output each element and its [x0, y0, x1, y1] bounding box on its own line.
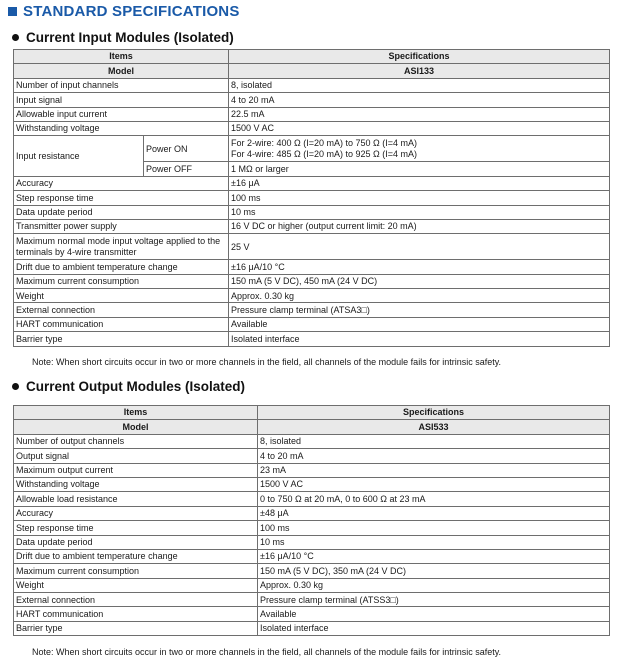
item-cell: Accuracy — [14, 176, 229, 190]
table-row — [14, 260, 610, 274]
value-cell: 4 to 20 mA — [229, 93, 610, 107]
table-row — [14, 621, 610, 635]
table-row — [14, 234, 610, 260]
value-cell: 100 ms — [258, 521, 610, 535]
item-cell: Drift due to ambient temperature change — [14, 260, 229, 274]
table-row — [14, 449, 610, 463]
item-cell: HART communication — [14, 607, 258, 621]
value-cell: Available — [229, 317, 610, 331]
value-cell: 150 mA (5 V DC), 450 mA (24 V DC) — [229, 274, 610, 288]
item-cell: Withstanding voltage — [14, 477, 258, 491]
bullet-icon — [12, 383, 19, 390]
value-cell: 23 mA — [258, 463, 610, 477]
value-cell: ±16 μA/10 °C — [258, 549, 610, 563]
input-spec-table — [13, 49, 610, 347]
value-cell: Isolated interface — [229, 332, 610, 346]
input-section-heading — [12, 28, 234, 46]
item-cell: Drift due to ambient temperature change — [14, 549, 258, 563]
table-header-row — [14, 406, 610, 420]
item-cell: Weight — [14, 289, 229, 303]
table-row — [14, 332, 610, 346]
item-cell: Allowable input current — [14, 107, 229, 121]
table-row — [14, 521, 610, 535]
item-cell: Data update period — [14, 205, 229, 219]
header-specifications: Specifications — [258, 406, 610, 420]
item-cell: Step response time — [14, 521, 258, 535]
table-row — [14, 607, 610, 621]
table-row — [14, 205, 610, 219]
value-line: For 2-wire: 400 Ω (I=20 mA) to 750 Ω (I=4 mA) — [231, 138, 418, 149]
value-cell: Approx. 0.30 kg — [229, 289, 610, 303]
table-row — [14, 93, 610, 107]
value-cell: 0 to 750 Ω at 20 mA, 0 to 600 Ω at 23 mA — [258, 492, 610, 506]
item-cell: Barrier type — [14, 332, 229, 346]
item-cell: Step response time — [14, 191, 229, 205]
value-line: For 4-wire: 485 Ω (I=20 mA) to 925 Ω (I=4 mA) — [231, 148, 418, 159]
model-row — [14, 420, 610, 434]
table-row — [14, 477, 610, 491]
page-title — [8, 2, 240, 20]
table-row — [14, 107, 610, 121]
value-cell: Available — [258, 607, 610, 621]
value-cell: 10 ms — [229, 205, 610, 219]
item-cell: Maximum normal mode input voltage applied to the terminals by 4-wire transmitter — [14, 234, 229, 260]
table-row — [14, 317, 610, 331]
value-cell: 100 ms — [229, 191, 610, 205]
table-row — [14, 578, 610, 592]
table-row — [14, 219, 610, 233]
model-label: Model — [14, 420, 258, 434]
item-cell: Number of output channels — [14, 434, 258, 448]
input-note: Note: When short circuits occur in two or more channels in the field, all channels of the module fails for intrinsic safety. — [32, 357, 502, 367]
value-cell: 10 ms — [258, 535, 610, 549]
table-header-row — [14, 50, 610, 64]
item-cell: Input resistance — [14, 136, 144, 176]
table-row — [14, 121, 610, 135]
model-label: Model — [14, 64, 229, 78]
sub-item-cell: Power ON — [144, 136, 229, 162]
bullet-icon — [12, 34, 19, 41]
output-spec-table — [13, 405, 610, 636]
sub-item-cell: Power OFF — [144, 162, 229, 176]
square-bullet-icon — [8, 7, 17, 16]
table-row — [14, 434, 610, 448]
table-row — [14, 176, 610, 190]
item-cell: Input signal — [14, 93, 229, 107]
table-row — [14, 535, 610, 549]
table-row — [14, 506, 610, 520]
item-cell: Number of input channels — [14, 78, 229, 92]
table-row — [14, 564, 610, 578]
value-cell: ±16 μA — [229, 176, 610, 190]
item-cell: Data update period — [14, 535, 258, 549]
item-cell: Maximum current consumption — [14, 564, 258, 578]
value-cell: ±48 μA — [258, 506, 610, 520]
table-row — [14, 549, 610, 563]
value-cell: 16 V DC or higher (output current limit: 20 mA) — [229, 219, 610, 233]
item-cell: Accuracy — [14, 506, 258, 520]
item-cell: Allowable load resistance — [14, 492, 258, 506]
value-cell — [229, 136, 610, 162]
table-row — [14, 136, 610, 162]
value-cell: Approx. 0.30 kg — [258, 578, 610, 592]
value-cell: ±16 μA/10 °C — [229, 260, 610, 274]
header-specifications: Specifications — [229, 50, 610, 64]
item-cell: Withstanding voltage — [14, 121, 229, 135]
value-cell: 8, isolated — [229, 78, 610, 92]
input-section-heading-text: Current Input Modules (Isolated) — [26, 29, 234, 45]
table-row — [14, 492, 610, 506]
value-cell: 1500 V AC — [229, 121, 610, 135]
model-value: ASI133 — [229, 64, 610, 78]
table-row — [14, 78, 610, 92]
value-cell: Pressure clamp terminal (ATSA3□) — [229, 303, 610, 317]
item-cell: Maximum current consumption — [14, 274, 229, 288]
header-items: Items — [14, 406, 258, 420]
value-cell: Isolated interface — [258, 621, 610, 635]
item-cell: HART communication — [14, 317, 229, 331]
output-section-heading — [12, 377, 245, 395]
table-row — [14, 463, 610, 477]
value-cell: 1 MΩ or larger — [229, 162, 610, 176]
item-cell: External connection — [14, 593, 258, 607]
value-cell: 150 mA (5 V DC), 350 mA (24 V DC) — [258, 564, 610, 578]
value-cell: 22.5 mA — [229, 107, 610, 121]
value-cell: 4 to 20 mA — [258, 449, 610, 463]
output-note: Note: When short circuits occur in two or more channels in the field, all channels of the module fails for intrinsic safety. — [32, 647, 502, 657]
model-value: ASI533 — [258, 420, 610, 434]
page-title-text: STANDARD SPECIFICATIONS — [23, 2, 240, 20]
item-cell: Maximum output current — [14, 463, 258, 477]
table-row — [14, 289, 610, 303]
table-row — [14, 303, 610, 317]
header-items: Items — [14, 50, 229, 64]
value-cell: 1500 V AC — [258, 477, 610, 491]
table-row — [14, 274, 610, 288]
value-cell: Pressure clamp terminal (ATSS3□) — [258, 593, 610, 607]
item-cell: Output signal — [14, 449, 258, 463]
table-row — [14, 593, 610, 607]
item-cell: External connection — [14, 303, 229, 317]
value-cell: 8, isolated — [258, 434, 610, 448]
table-row — [14, 191, 610, 205]
item-cell: Weight — [14, 578, 258, 592]
model-row — [14, 64, 610, 78]
output-section-heading-text: Current Output Modules (Isolated) — [26, 378, 245, 394]
value-cell: 25 V — [229, 234, 610, 260]
item-cell: Barrier type — [14, 621, 258, 635]
item-cell: Transmitter power supply — [14, 219, 229, 233]
